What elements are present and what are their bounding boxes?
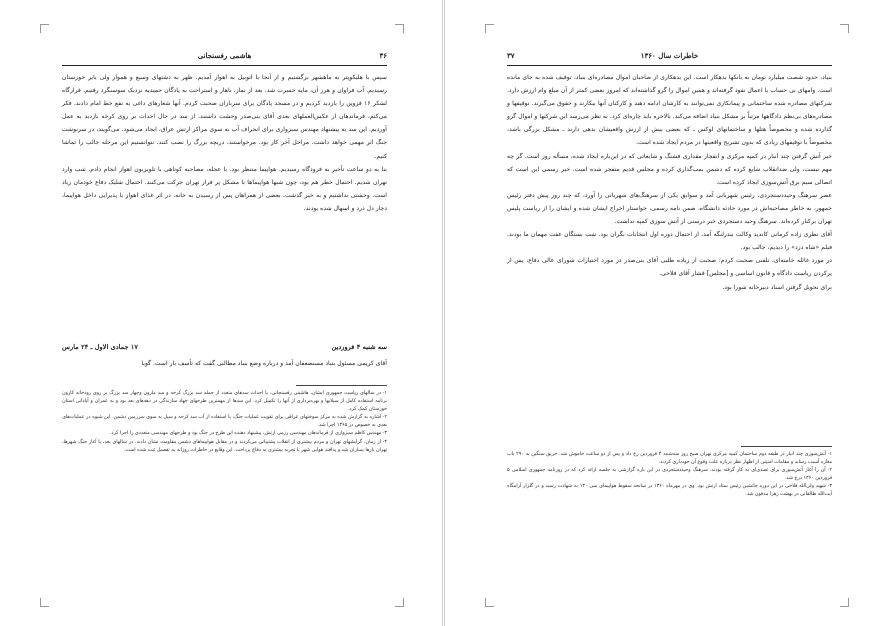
crop-mark: [395, 598, 404, 607]
footnotes: [62, 390, 387, 455]
diary-dateline: [62, 343, 387, 355]
running-header: [507, 51, 832, 66]
footnotes: [507, 451, 832, 500]
dateline-gregorian: ۲۴ مارس: [62, 343, 89, 351]
entry-text: [62, 357, 387, 370]
running-title: هاشمی رفسنجانی: [197, 51, 252, 60]
crop-mark: [40, 24, 49, 33]
crop-mark: [485, 24, 494, 33]
right-page: [444, 0, 887, 626]
footnote: ۳- شهید ولی‌الله فلاحی در این دوره جانشین رئیس ستاد ارتش بود. وی در مهرماه ۱۳۶۰ در سانحه سقوط هواپیمای سی ۱۳۰ به شهادت رسید و در گلزار آرامگاه آیت‌الله طالقانی در بهشت زهرا مدفون شد.: [507, 484, 832, 498]
footnote: ۳- مهندس کاظم سبزواری از فرماندهان مهندسی رزمی ارتش، پیشنهاد دهنده این طرح در جنگ بود و طرحهای مهندسی متعددی را اجرا کرد.: [109, 431, 387, 437]
page-number: ۳۶: [379, 51, 387, 60]
paragraph: آقای کریمی مسئول بنیاد مستضعفان آمد و درباره وضع بنیاد مطالبی گفت که تأسف بار است. گویا: [141, 360, 387, 367]
paragraph: بنیاد، حدود شصت میلیارد تومان به بانکها بدهکار است. این بدهکاری از صاحبان اموال مصادره‌ای بنیاد، توقیف شده به جای مانده است. وامهای بی حساب با اعمال نفوذ گرفته‌اند و همین اموال را گرو گذاشته‌اند که امروز بعضی کمتر از آن مبلغ وام ارزش دارد. شرکتهای مصادره شده ساختمانی و پیمانکاری نمی‌توانند به کارشان ادامه دهند و کارکنان آنها بیکارند و حقوق می‌گیرند. توقیفها و مصادره‌های بی‌نظم دادگاهها مرتباً بر مشکل بنیاد اضافه می‌کند. بالاخره باید چاره‌ای کرد. به نظر می‌رسد این شرکتها و اموال گرو گذارده شده و مخصوصاً هتلها و ساختمانهای لوکس ـ که بعضی بیش از ارزش واقعیشان بدهی دارند ـ مشکل بزرگی باشد، مخصوصاً با توقیفهای زیادی که بدون تشریح واقعیتها در مردم ایجاد شده است.: [507, 74, 832, 147]
paragraph: عصر سرهنگ وحیددستجردی، رئیس شهربانی آمد و سوابق یکی از سرهنگ‌های شهربانی را آورد، که چند روز پیش دفتر رئیس جمهور، به خاطر مصاحبه‌اش در مورد حادثه دانشگاه، ضمن نامه رسمی، خواستار اخراج ایشان شده و ایشان را از ریاست پلیس تهران برکنار کرده‌اند. سرهنگ وحید دستجردی خبر درستی از آتش سوزی کمپه نداشت.: [507, 191, 832, 226]
crop-mark: [485, 598, 494, 607]
footnote-rule: [296, 385, 387, 386]
footnote: ۴- از زمان، گرایشهای تهران و مردم بیشتری از انقلاب پشتیبانی می‌کردند و در مقابل هواپیماهای دشمن مقاومت نشان دادند. در سالهای بعد، با آغاز جنگ شهرها، تهران بارها بمباران شد و پدافند هوایی شهر با تجربه بیشتری به دفاع پرداخت. این وقایع در خاطرات روزانه به تفصیل ثبت شده است.: [62, 439, 387, 453]
paragraph: سپس با هلیکوپتر به ماهشهر برگشتیم و از آنجا با اتوبیل به اهواز آمدیم. ظهر به دشتهای وسیع و هموار ولی بایر خوزستان رسیدیم. آب فراوان و هرز آن، مایه حسرت شد. بعد از نماز، ناهار و استراحت به پادگان حمیدیه نزدیک سوسنگرد رفتیم. قرارگاه لشکر ۱۶ قزوین را بازدید کردیم و در مسجد پادگان برای سربازان صحبت کردم. آنها شعارهای داغی به نفع خط امام دادند. فکر می‌کنم، فرماندهان از عکس‌العملهای بعدی آقای بنی‌صدر وحشت داشتند. از سد در حال احداث بر روی کرخه بازدید به عمل آوردیم. این سد به پیشنهاد مهندس سبزواری برای انحراف آب به سوی مراکز ارتش عراق، ایجاد می‌شود. می‌گویند، در سرنوشت جنگ اثر مهمی خواهد داشت. مراحل آخر کار بود. مرخواستند، دریچه بزرگ را نصب کنند. نتوانستیم این مرحله جالب را تماشا کنیم.: [62, 74, 387, 160]
dateline-hijri: ۱۷ جمادی الاول: [94, 343, 138, 351]
crop-mark: [840, 24, 849, 33]
running-title: خاطرات سال ۱۳۶۰: [640, 51, 699, 60]
footnote: ۲- اشاره به گزارش شده به مرکز سوختهای عراقی برای تقویت عملیات جنگ، با استفاده از آب سد کرخه و سیل به سوی سرزمین دشمن. این شیوه در عملیات‌های بعدی به خصوص در ۱۳۶۵ اجرا شد.: [62, 415, 387, 429]
dateline-day: سه شنبه ۴ فروردین: [331, 343, 387, 351]
crop-mark: [40, 598, 49, 607]
crop-mark: [840, 598, 849, 607]
left-page: [0, 0, 443, 626]
paragraph: در مورد غائله خامنه‌ای، تلفنی صحبت کردم؛ صحبت از زیاده طلبی آقای بنی‌صدر در مورد اختیارات شورای عالی دفاع، پس از پرکردن ریاست دادگاه و قانون اساسی و [مجلس] قشار آقای فلاحی.: [507, 257, 832, 278]
body-text: [507, 71, 832, 294]
footnote-rule: [741, 446, 832, 447]
footnote: ۱- آتش‌سوزی چند انبار در طبقه دوم ساختمان کمپه مرکزی تهران صبح روز سه‌شنبه ۴ فروردین رخ داد و پس از دو ساعت خاموش شد. حریق سنگین به ۲۹۰ باب مغازه آسیب رساند و مقامات امنیتی از اظهار نظر درباره علت وقوع آن خودداری کردند.: [507, 452, 832, 466]
paragraph: آقای نظری زاده کرمانی کاندید وکالت بندرلنگه آمد. از احتمال دوره اول انتخابات نگران بود. شب بستگان عفت مهمان ما بودند. فیلم «شاه دزد» را دیدیم، جالب بود.: [507, 231, 832, 252]
running-header: [62, 51, 387, 66]
paragraph: برای تحویل گرفتن اسناد دبیرخانه شورا بود.: [722, 283, 832, 291]
footnote: ۲- آن را آغاز آتش‌سوزی برای تصدی‌ای به کار گرفته بودند. سرهنگ وحیددستجردی در این باره گزارشی به جلسه ارائه کرد که در روزنامه جمهوری اسلامی ۵ فروردین ۱۳۶۰ درج شد.: [507, 468, 832, 482]
body-text: [62, 71, 387, 215]
dateline-dates: ۱۷ جمادی الاول ـ ۲۴ مارس: [62, 343, 138, 351]
footnote: ۱- در سالهای ریاست جمهوری ایشان، هاشمی رفسنجانی، با احداث سدهای متعدد از جمله سد بزرگ کرخه و سد مارون وچهار سد بزرگ بر روی رودخانه کارون برنامه استفاده کامل از سیلابها و بهره‌برداری از آنها را تکمیل کرد. این سدها از مهمترین طرحهای جهاد سازندگی در دهه‌های بعد بود و به عمران و آبادانی استان خوزستان کمک کرد.: [62, 391, 387, 413]
page-number: ۳۷: [507, 51, 515, 60]
paragraph: بنا به دو ساعت تأخیر به فرودگاه رسیدیم. هواپیما منتظر بود. با عجله، مصاحبه کوتاهی با تلویزیون اهواز انجام دادم. شب وارد تهران شدیم. احتمال خطر هم بود، چون شبها هواپیماها با مشکل پر فراز تهران حرکت می‌کنند. احتمال شلیک دفاع خودمان زیاد است. وحشتی نداشتیم و به خیر گذشت. بعضی از همراهان پس از رسیدن به خانه، در اثر غذای اهواز یا پذیرایی داخل هواپیما، دچار دل درد و اسهال شده بودند.: [62, 165, 387, 212]
paragraph: خبر آتش گرفتن چند انبار در کمپه مرکزی و انفجار مقداری فشنگ و شایعاتی که در این‌باره ایجاد شده، مسأله روز است. گر چه مهم نیست، ولی ضدانقلاب شایع کرده که دشمن بمب‌گذاری کرده و مجلس قدیم منفجر شده است. خبر رسمی این است که اتصالی سیم برق آتش‌سوزی ایجاد کرده است.: [507, 152, 832, 186]
crop-mark: [395, 24, 404, 33]
